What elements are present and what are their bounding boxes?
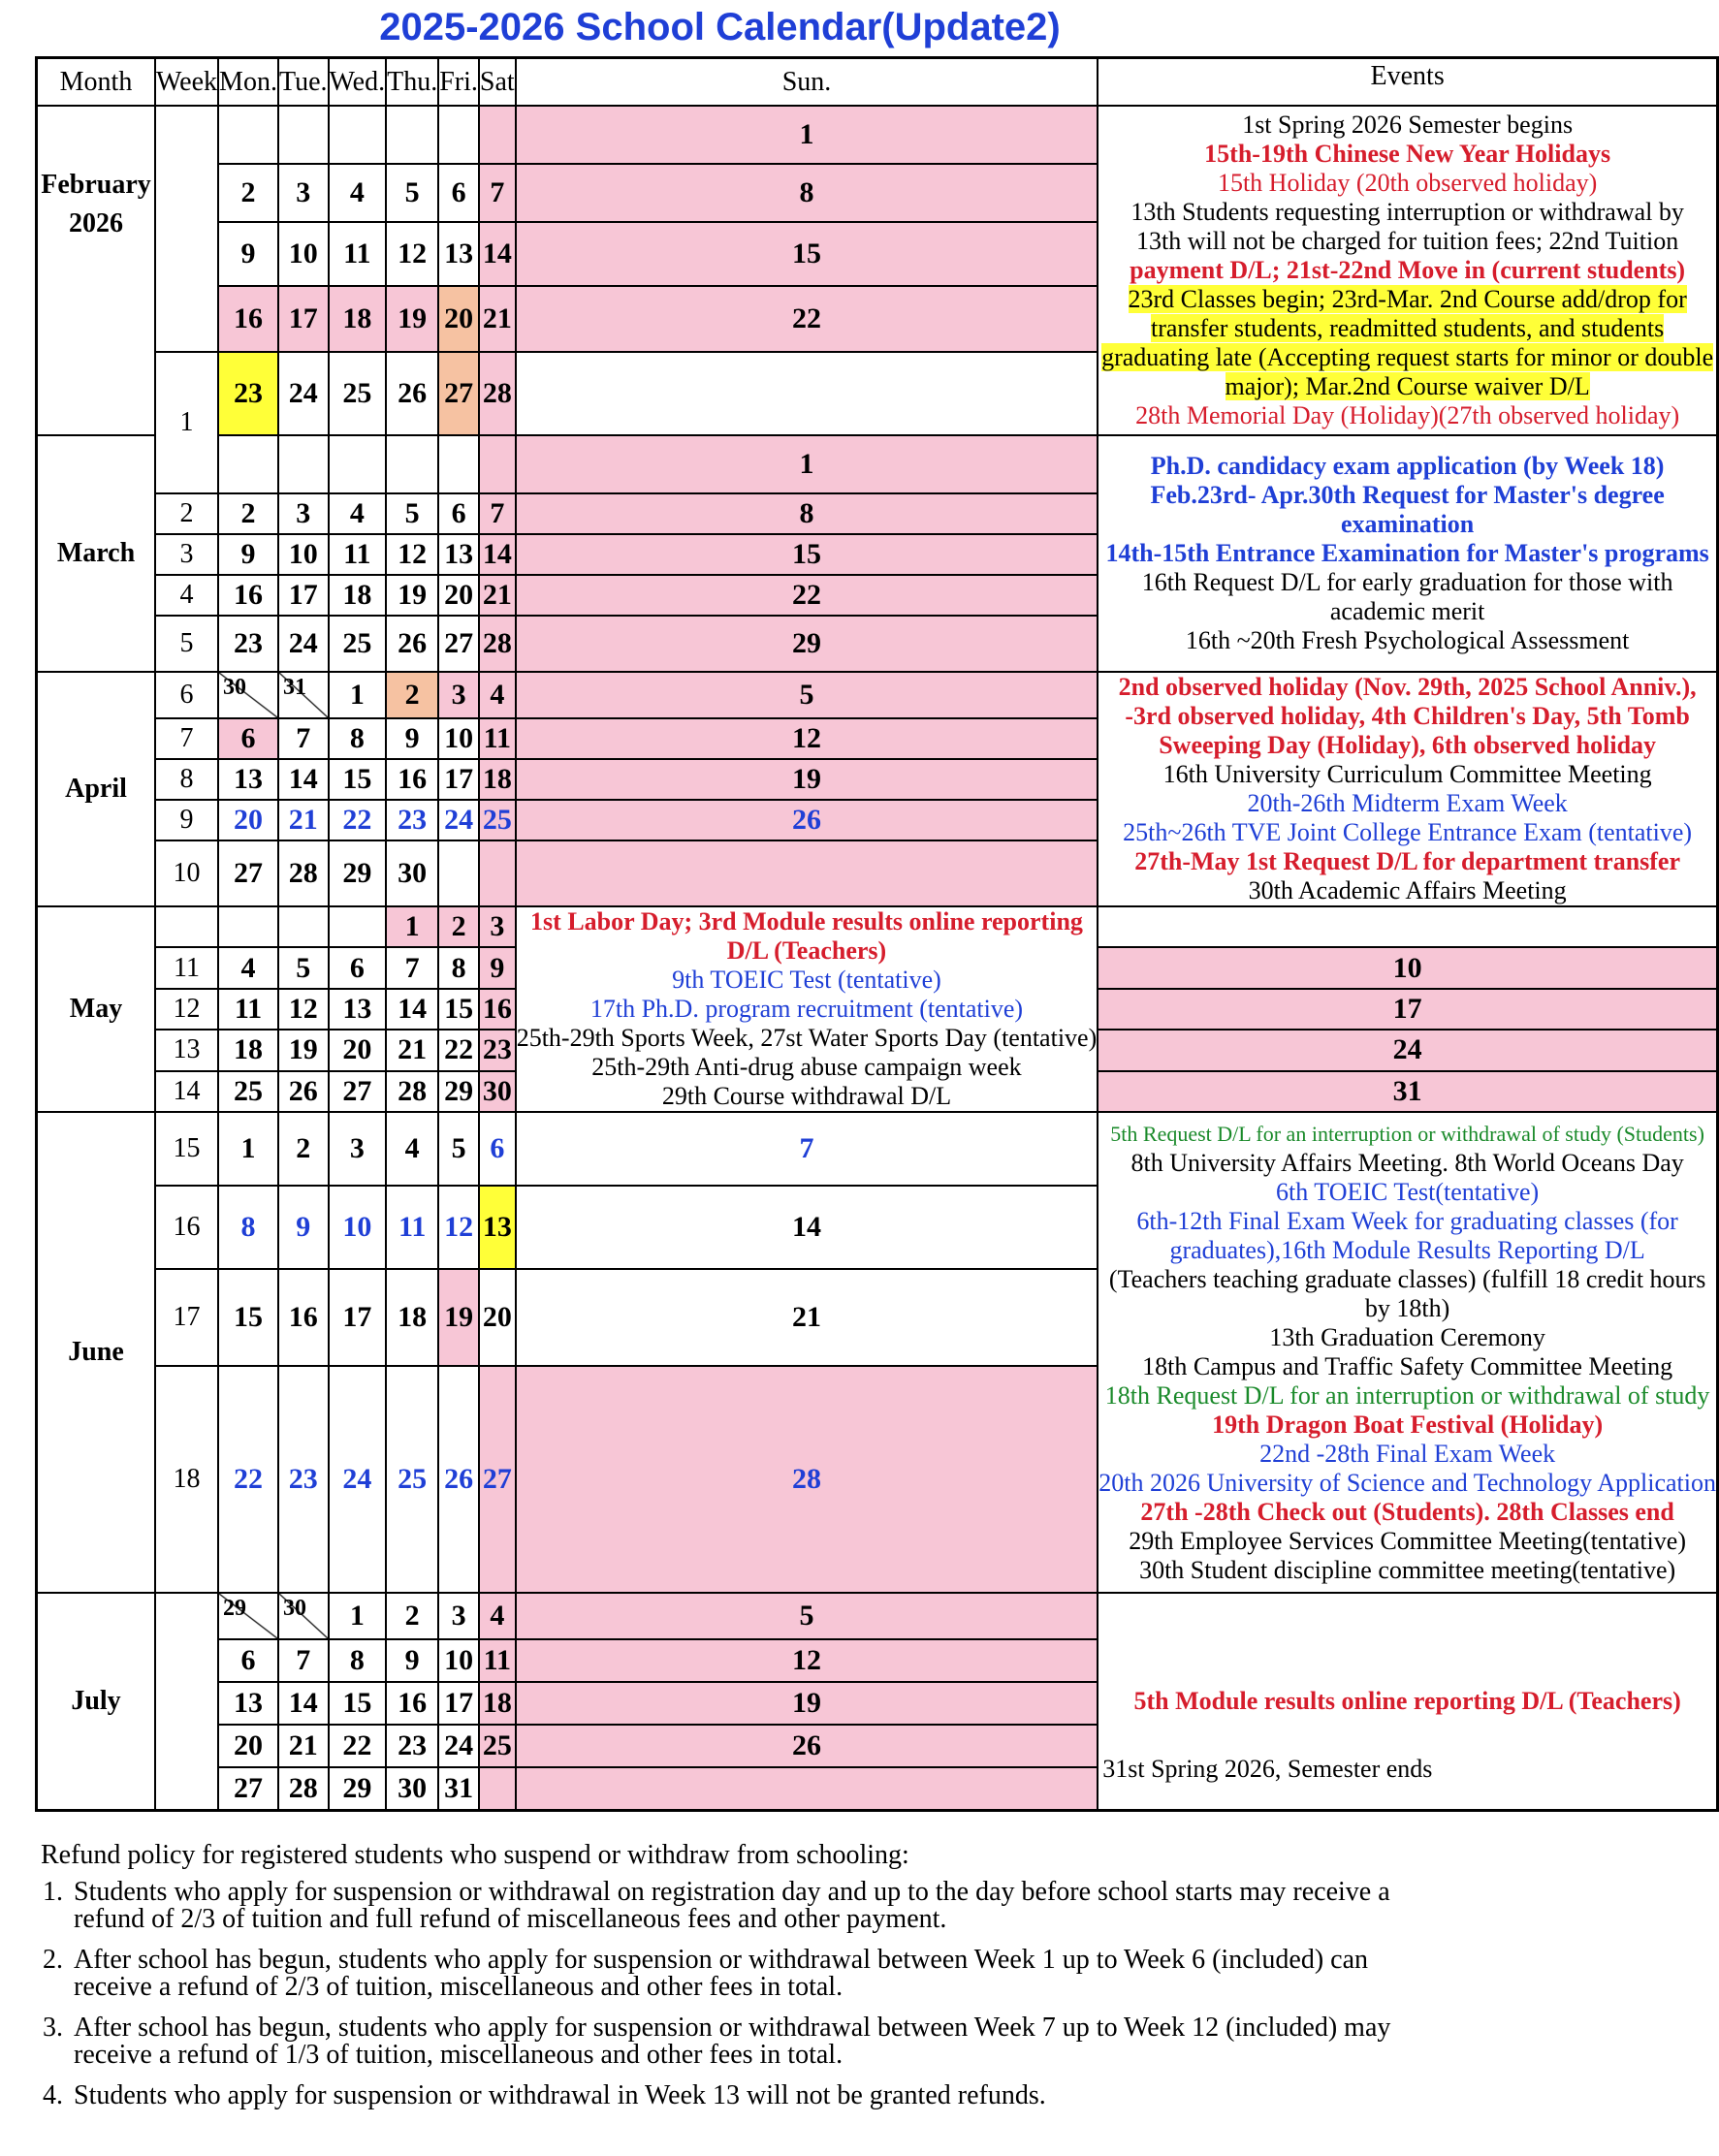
day-cell: 26 — [278, 1071, 329, 1112]
day-cell: 18 — [329, 575, 387, 616]
day-cell: 15 — [438, 989, 479, 1030]
event-item: 30th Academic Affairs Meeting — [1248, 876, 1567, 904]
event-item: 5th Request D/L for an interruption or withdrawal of study (Students) — [1110, 1122, 1704, 1146]
day-cell: 20 — [218, 1725, 278, 1767]
day-cell: 11 — [218, 989, 278, 1030]
day-cell: 6 — [438, 164, 479, 222]
day-cell: 1 — [329, 672, 387, 718]
event-item: 25th-29th Sports Week, 27st Water Sports Day (tentative) — [516, 1024, 1098, 1052]
day-cell: 14 — [479, 534, 516, 575]
day-cell: 17 — [438, 1682, 479, 1725]
day-cell: 28 — [479, 352, 516, 435]
day-cell: 27 — [218, 1767, 278, 1810]
day-cell: 20 — [479, 1269, 516, 1366]
day-cell: 3 — [278, 164, 329, 222]
day-cell: 26 — [438, 1366, 479, 1593]
day-cell: 31 — [438, 1767, 479, 1810]
day-cell — [278, 906, 329, 947]
day-cell — [155, 906, 218, 947]
day-cell: 5 — [516, 1593, 1098, 1639]
day-cell: 29 — [218, 1593, 278, 1639]
month-july: July — [37, 1593, 156, 1810]
day-cell: 8 — [329, 1639, 387, 1682]
header-tue: Tue. — [278, 58, 329, 107]
day-cell — [479, 106, 516, 164]
event-item: 28th Memorial Day (Holiday)(27th observed holiday) — [1135, 401, 1680, 429]
header-sun: Sun. — [516, 58, 1098, 107]
events-june — [1098, 1112, 1717, 1593]
day-cell: 24 — [1098, 1030, 1717, 1070]
day-cell: 9 — [386, 1639, 438, 1682]
day-cell: 5 — [278, 947, 329, 988]
day-cell: 10 — [278, 222, 329, 286]
event-item: 5th Module results online reporting D/L (Teachers) — [1133, 1686, 1681, 1715]
day-cell: 24 — [278, 616, 329, 672]
event-item: (Teachers teaching graduate classes) (fulfill 18 credit hours by 18th) — [1108, 1265, 1706, 1322]
day-cell: 8 — [218, 1186, 278, 1269]
day-cell: 24 — [438, 1725, 479, 1767]
day-cell: 13 — [218, 1682, 278, 1725]
day-cell: 28 — [516, 1366, 1098, 1593]
month-february: February 2026 — [37, 106, 156, 435]
day-cell: 20 — [218, 800, 278, 840]
day-cell: 29 — [516, 616, 1098, 672]
day-cell: 21 — [479, 575, 516, 616]
week-number: 2 — [155, 493, 218, 534]
day-cell: 22 — [329, 800, 387, 840]
day-cell: 13 — [329, 989, 387, 1030]
page-title: 2025-2026 School Calendar(Update2) — [379, 6, 1061, 48]
day-cell: 12 — [438, 1186, 479, 1269]
day-cell — [386, 435, 438, 493]
event-item: 20th-26th Midterm Exam Week — [1247, 789, 1568, 817]
event-item: 25th~26th TVE Joint College Entrance Exam (tentative) — [1123, 818, 1693, 846]
day-cell: 2 — [438, 906, 479, 947]
day-cell: 17 — [278, 575, 329, 616]
event-item: 15th Holiday (20th observed holiday) — [1217, 169, 1598, 197]
refund-item: 4. Students who apply for suspension or withdrawal in Week 13 will not be granted refunds. — [70, 2082, 1417, 2109]
day-cell: 30 — [278, 1593, 329, 1639]
day-cell: 20 — [438, 575, 479, 616]
event-item: 23rd Classes begin; 23rd-Mar. 2nd Course add/drop for transfer students, readmitted students, and students graduating late (Accepting request starts for minor or double major); Mar.2nd Course waiver D/L — [1101, 285, 1714, 400]
day-cell: 2 — [218, 164, 278, 222]
day-cell: 28 — [479, 616, 516, 672]
week-number: 13 — [155, 1030, 218, 1070]
day-cell — [479, 1767, 516, 1810]
day-cell: 23 — [218, 352, 278, 435]
day-cell: 6 — [438, 493, 479, 534]
day-cell: 4 — [479, 1593, 516, 1639]
header-mon: Mon. — [218, 58, 278, 107]
day-cell: 16 — [386, 759, 438, 800]
day-cell: 4 — [386, 1112, 438, 1186]
day-cell: 15 — [218, 1269, 278, 1366]
day-cell: 23 — [479, 1030, 516, 1070]
day-cell: 1 — [218, 1112, 278, 1186]
event-item: 18th Campus and Traffic Safety Committee Meeting — [1142, 1352, 1673, 1380]
event-item: 29th Employee Services Committee Meeting(tentative) — [1129, 1527, 1686, 1555]
day-cell: 5 — [516, 672, 1098, 718]
day-cell: 17 — [329, 1269, 387, 1366]
month-may: May — [37, 906, 156, 1112]
day-cell: 9 — [218, 222, 278, 286]
week-cell-blank — [155, 1593, 218, 1810]
day-cell: 26 — [516, 1725, 1098, 1767]
event-item: 1st Spring 2026 Semester begins — [1242, 111, 1574, 139]
day-cell: 7 — [278, 1639, 329, 1682]
day-cell: 16 — [218, 575, 278, 616]
day-cell: 15 — [516, 534, 1098, 575]
day-cell: 21 — [278, 1725, 329, 1767]
day-cell: 19 — [516, 759, 1098, 800]
day-cell: 26 — [386, 616, 438, 672]
week-number: 9 — [155, 800, 218, 840]
day-cell: 8 — [516, 164, 1098, 222]
day-cell: 27 — [218, 840, 278, 906]
event-item: 17th Ph.D. program recruitment (tentative) — [589, 995, 1024, 1023]
day-cell: 29 — [329, 1767, 387, 1810]
day-cell: 12 — [516, 718, 1098, 759]
week-number: 15 — [155, 1112, 218, 1186]
day-cell: 6 — [218, 718, 278, 759]
week-number: 10 — [155, 840, 218, 906]
day-cell — [329, 106, 387, 164]
day-cell: 14 — [479, 222, 516, 286]
day-cell: 3 — [438, 672, 479, 718]
day-cell: 18 — [329, 286, 387, 352]
refund-item: 2. After school has begun, students who apply for suspension or withdrawal between Week 1 up to Week 6 (included) can receive a refund of 2/3 of tuition, miscellaneous and other fees in total. — [70, 1947, 1417, 2001]
event-item: 13th Students requesting interruption or withdrawal by — [1130, 198, 1684, 226]
month-april: April — [37, 672, 156, 906]
event-item: 13th Graduation Ceremony — [1269, 1323, 1545, 1351]
week-number: 14 — [155, 1071, 218, 1112]
day-cell: 15 — [329, 759, 387, 800]
day-cell: 15 — [329, 1682, 387, 1725]
calendar-wrapper — [35, 56, 1719, 1812]
day-cell: 19 — [438, 1269, 479, 1366]
day-cell: 22 — [218, 1366, 278, 1593]
header-thu: Thu. — [386, 58, 438, 107]
day-cell: 16 — [386, 1682, 438, 1725]
day-cell: 8 — [329, 718, 387, 759]
day-cell: 28 — [386, 1071, 438, 1112]
day-cell: 3 — [479, 906, 516, 947]
event-item: 27th -28th Check out (Students). 28th Classes end — [1140, 1498, 1674, 1526]
day-cell: 25 — [329, 352, 387, 435]
event-item: 6th-12th Final Exam Week for graduating classes (for graduates),16th Module Results Reporting D/L — [1136, 1207, 1678, 1264]
day-cell: 2 — [386, 1593, 438, 1639]
event-item: 9th TOEIC Test (tentative) — [672, 966, 941, 994]
event-item: 31st Spring 2026, Semester ends — [1102, 1755, 1433, 1783]
day-cell: 19 — [516, 1682, 1098, 1725]
event-item: Ph.D. candidacy exam application (by Week 18) — [1150, 452, 1665, 480]
day-cell: 13 — [218, 759, 278, 800]
events-may — [516, 906, 1098, 1112]
day-cell: 5 — [438, 1112, 479, 1186]
events-july — [1098, 1593, 1717, 1810]
day-cell: 13 — [479, 1186, 516, 1269]
day-cell — [438, 435, 479, 493]
events-april — [1098, 672, 1717, 906]
day-cell: 20 — [438, 286, 479, 352]
week-number: 7 — [155, 718, 218, 759]
day-cell: 17 — [1098, 989, 1717, 1030]
header-sat: Sat — [479, 58, 516, 107]
day-cell: 6 — [329, 947, 387, 988]
day-cell: 6 — [479, 1112, 516, 1186]
event-item: 25th-29th Anti-drug abuse campaign week — [591, 1053, 1022, 1081]
week-number: 18 — [155, 1366, 218, 1593]
day-cell: 1 — [386, 906, 438, 947]
week-number: 17 — [155, 1269, 218, 1366]
day-cell: 1 — [329, 1593, 387, 1639]
event-item: 2nd observed holiday (Nov. 29th, 2025 School Anniv.), -3rd observed holiday, 4th Children's Day, 5th Tomb Sweeping Day (Holiday), 6th observed holiday — [1118, 673, 1697, 759]
day-cell — [218, 435, 278, 493]
day-cell: 13 — [438, 534, 479, 575]
week-number: 5 — [155, 616, 218, 672]
header-month: Month — [37, 58, 156, 107]
day-cell: 2 — [278, 1112, 329, 1186]
day-cell — [516, 352, 1098, 435]
day-cell: 11 — [386, 1186, 438, 1269]
day-cell: 27 — [329, 1071, 387, 1112]
week-number: 8 — [155, 759, 218, 800]
day-cell: 16 — [218, 286, 278, 352]
month-march: March — [37, 435, 156, 672]
day-cell: 12 — [386, 222, 438, 286]
day-cell: 17 — [438, 759, 479, 800]
calendar-table — [35, 56, 1719, 1812]
event-item: 16th University Curriculum Committee Meeting — [1162, 760, 1652, 788]
header-week: Week — [155, 58, 218, 107]
event-item: 8th University Affairs Meeting. 8th World Oceans Day — [1130, 1149, 1684, 1177]
day-cell: 19 — [386, 575, 438, 616]
day-cell: 4 — [329, 164, 387, 222]
event-item: 22nd -28th Final Exam Week — [1259, 1440, 1556, 1468]
day-cell — [278, 106, 329, 164]
day-cell — [438, 840, 479, 906]
day-cell: 4 — [329, 493, 387, 534]
day-cell: 1 — [516, 435, 1098, 493]
day-cell: 3 — [278, 493, 329, 534]
day-cell — [386, 106, 438, 164]
day-cell: 22 — [516, 575, 1098, 616]
day-cell: 9 — [218, 534, 278, 575]
event-item: 1st Labor Day; 3rd Module results online reporting D/L (Teachers) — [530, 907, 1083, 965]
event-item: 29th Course withdrawal D/L — [661, 1082, 952, 1110]
day-cell: 28 — [278, 1767, 329, 1810]
day-cell: 22 — [329, 1725, 387, 1767]
event-item: 16th Request D/L for early graduation for those with academic merit — [1141, 568, 1673, 625]
day-cell: 25 — [329, 616, 387, 672]
day-cell: 4 — [479, 672, 516, 718]
header-fri: Fri. — [438, 58, 479, 107]
day-cell: 7 — [479, 164, 516, 222]
day-cell: 11 — [479, 718, 516, 759]
day-cell: 14 — [516, 1186, 1098, 1269]
day-cell: 25 — [479, 800, 516, 840]
day-cell: 18 — [479, 1682, 516, 1725]
week-cell-blank — [155, 106, 218, 352]
day-cell: 21 — [386, 1030, 438, 1070]
day-cell: 12 — [516, 1639, 1098, 1682]
day-cell: 1 — [516, 106, 1098, 164]
day-cell: 22 — [438, 1030, 479, 1070]
day-cell — [438, 106, 479, 164]
day-cell: 24 — [438, 800, 479, 840]
day-cell: 27 — [438, 616, 479, 672]
day-cell: 23 — [218, 616, 278, 672]
day-cell: 27 — [479, 1366, 516, 1593]
header-wed: Wed. — [329, 58, 387, 107]
day-cell: 25 — [479, 1725, 516, 1767]
event-item: 30th Student discipline committee meeting(tentative) — [1139, 1556, 1676, 1584]
day-cell: 14 — [386, 989, 438, 1030]
day-cell: 29 — [329, 840, 387, 906]
day-cell: 26 — [386, 352, 438, 435]
month-june: June — [37, 1112, 156, 1593]
day-cell: 9 — [278, 1186, 329, 1269]
day-cell: 2 — [218, 493, 278, 534]
event-item: 14th-15th Entrance Examination for Master's programs — [1105, 539, 1709, 567]
day-cell: 8 — [438, 947, 479, 988]
week-number: 1 — [155, 352, 218, 493]
refund-list — [41, 1879, 1417, 2109]
day-cell: 3 — [438, 1593, 479, 1639]
event-item: 20th 2026 University of Science and Technology Application — [1098, 1469, 1716, 1497]
refund-item: 3. After school has begun, students who apply for suspension or withdrawal between Week 7 up to Week 12 (included) may receive a refund of 1/3 of tuition, miscellaneous and other fees in total. — [70, 2014, 1417, 2069]
day-cell — [516, 840, 1098, 906]
day-cell: 11 — [479, 1639, 516, 1682]
day-cell: 13 — [438, 222, 479, 286]
day-cell: 7 — [386, 947, 438, 988]
day-cell: 6 — [218, 1639, 278, 1682]
day-cell: 30 — [386, 840, 438, 906]
day-cell: 16 — [479, 989, 516, 1030]
day-cell: 20 — [329, 1030, 387, 1070]
day-cell: 30 — [218, 672, 278, 718]
day-cell: 23 — [278, 1366, 329, 1593]
day-cell: 18 — [218, 1030, 278, 1070]
day-cell: 12 — [386, 534, 438, 575]
day-cell: 23 — [386, 1725, 438, 1767]
day-cell — [329, 906, 387, 947]
event-item: 19th Dragon Boat Festival (Holiday) — [1212, 1411, 1604, 1439]
day-cell: 7 — [278, 718, 329, 759]
week-number: 4 — [155, 575, 218, 616]
day-cell: 5 — [386, 493, 438, 534]
day-cell: 30 — [479, 1071, 516, 1112]
event-item: 13th will not be charged for tuition fees; 22nd Tuition — [1136, 227, 1679, 255]
day-cell — [329, 435, 387, 493]
day-cell: 5 — [386, 164, 438, 222]
day-cell: 3 — [329, 1112, 387, 1186]
day-cell: 25 — [218, 1071, 278, 1112]
day-cell: 31 — [278, 672, 329, 718]
event-item: 16th ~20th Fresh Psychological Assessment — [1185, 626, 1630, 654]
day-cell: 9 — [386, 718, 438, 759]
event-item: 15th-19th Chinese New Year Holidays — [1204, 140, 1611, 168]
day-cell: 11 — [329, 534, 387, 575]
week-number: 16 — [155, 1186, 218, 1269]
day-cell: 29 — [438, 1071, 479, 1112]
events-february — [1098, 106, 1717, 435]
events-march — [1098, 435, 1717, 672]
day-cell — [218, 906, 278, 947]
day-cell: 10 — [438, 718, 479, 759]
week-number: 3 — [155, 534, 218, 575]
week-number: 12 — [155, 989, 218, 1030]
header-events: Events — [1098, 58, 1717, 107]
refund-intro: Refund policy for registered students who suspend or withdraw from schooling: — [41, 1840, 909, 1870]
event-item: payment D/L; 21st-22nd Move in (current students) — [1130, 256, 1686, 284]
day-cell: 14 — [278, 759, 329, 800]
week-number: 6 — [155, 672, 218, 718]
week-number: 11 — [155, 947, 218, 988]
day-cell: 17 — [278, 286, 329, 352]
day-cell: 19 — [386, 286, 438, 352]
refund-policy — [41, 1842, 1417, 2123]
day-cell: 15 — [516, 222, 1098, 286]
day-cell: 16 — [278, 1269, 329, 1366]
day-cell: 30 — [386, 1767, 438, 1810]
event-item: 27th-May 1st Request D/L for department transfer — [1134, 847, 1681, 875]
refund-item: 1. Students who apply for suspension or withdrawal on registration day and up to the day before school starts may receive a refund of 2/3 of tuition and full refund of miscellaneous fees and other payment. — [70, 1879, 1417, 1933]
day-cell: 4 — [218, 947, 278, 988]
day-cell — [479, 840, 516, 906]
day-cell: 22 — [516, 286, 1098, 352]
day-cell — [516, 1767, 1098, 1810]
day-cell: 10 — [1098, 947, 1717, 988]
day-cell — [278, 435, 329, 493]
day-cell — [479, 435, 516, 493]
day-cell: 21 — [516, 1269, 1098, 1366]
day-cell — [218, 106, 278, 164]
day-cell: 7 — [516, 1112, 1098, 1186]
day-cell: 18 — [479, 759, 516, 800]
event-item: 6th TOEIC Test(tentative) — [1276, 1178, 1540, 1206]
day-cell: 14 — [278, 1682, 329, 1725]
day-cell: 24 — [329, 1366, 387, 1593]
day-cell: 21 — [278, 800, 329, 840]
day-cell: 19 — [278, 1030, 329, 1070]
day-cell: 25 — [386, 1366, 438, 1593]
day-cell: 23 — [386, 800, 438, 840]
day-cell: 28 — [278, 840, 329, 906]
day-cell: 12 — [278, 989, 329, 1030]
day-cell: 2 — [386, 672, 438, 718]
day-cell: 10 — [329, 1186, 387, 1269]
day-cell: 18 — [386, 1269, 438, 1366]
day-cell: 7 — [479, 493, 516, 534]
day-cell: 10 — [438, 1639, 479, 1682]
event-item: Feb.23rd- Apr.30th Request for Master's degree examination — [1150, 481, 1665, 538]
day-cell: 8 — [516, 493, 1098, 534]
day-cell: 26 — [516, 800, 1098, 840]
day-cell: 27 — [438, 352, 479, 435]
day-cell: 21 — [479, 286, 516, 352]
event-item: 18th Request D/L for an interruption or withdrawal of study — [1104, 1381, 1710, 1410]
day-cell: 24 — [278, 352, 329, 435]
day-cell: 9 — [479, 947, 516, 988]
day-cell: 10 — [278, 534, 329, 575]
day-cell: 11 — [329, 222, 387, 286]
day-cell: 31 — [1098, 1071, 1717, 1112]
